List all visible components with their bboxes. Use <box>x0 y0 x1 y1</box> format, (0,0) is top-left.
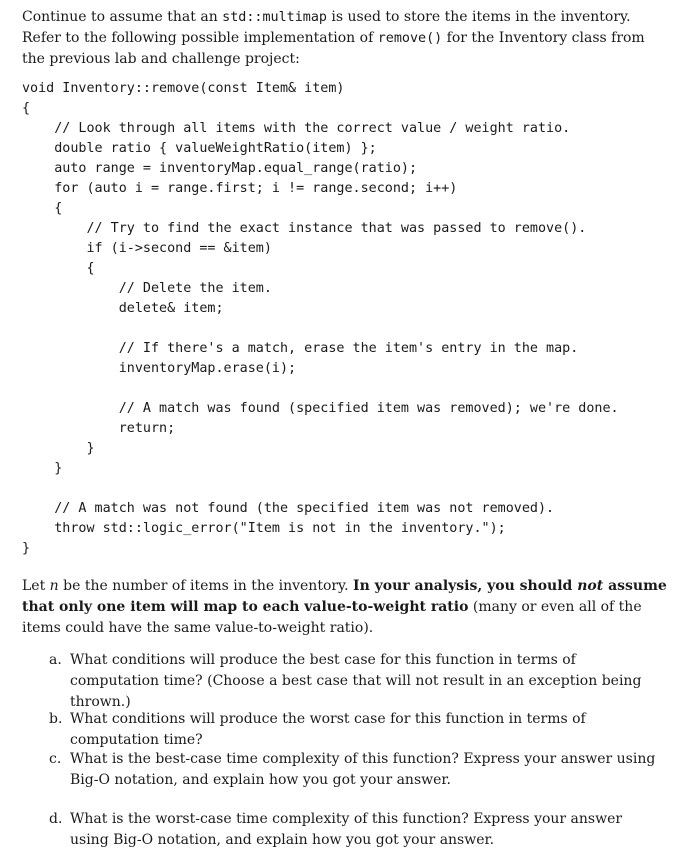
code-line: } <box>22 541 31 556</box>
code-line: // Delete the item. <box>22 281 272 296</box>
question-text: What conditions will produce the best case for this function in terms of computation time? (Choose a best case that will not result in an exception being thrown.) <box>70 652 642 710</box>
code-line <box>22 319 672 339</box>
analysis-bold-not: not <box>577 578 604 594</box>
question-letter: b. <box>49 711 63 727</box>
code-line: inventoryMap.erase(i); <box>22 361 297 376</box>
analysis-n-variable: n <box>49 578 59 594</box>
code-block <box>22 79 672 559</box>
intro-code-multimap: std::multimap <box>222 10 327 25</box>
code-line: // A match was not found (the specified item was not removed). <box>22 501 555 516</box>
code-line: throw std::logic_error("Item is not in the inventory."); <box>22 521 506 536</box>
analysis-text-3: (many or even all of the items could have the same value-to-weight ratio). <box>22 599 642 636</box>
code-line: // If there's a match, erase the item's entry in the map. <box>22 341 579 356</box>
question-letter: d. <box>49 811 63 827</box>
question-letter: c. <box>49 751 62 767</box>
intro-paragraph <box>22 7 667 70</box>
code-line: { <box>22 101 31 116</box>
code-line: return; <box>22 421 176 436</box>
intro-text-2: is used to store the items in the inventory. Refer to the following possible implementation of <box>22 9 631 46</box>
analysis-text-1: Let <box>22 578 50 594</box>
code-line: delete& item; <box>22 301 224 316</box>
code-line: double ratio { valueWeightRatio(item) }; <box>22 141 377 156</box>
intro-text-3: for the Inventory class from the previous lab and challenge project: <box>22 30 645 67</box>
analysis-paragraph <box>22 576 667 639</box>
code-line: { <box>22 201 63 216</box>
code-line: { <box>22 261 95 276</box>
code-line: auto range = inventoryMap.equal_range(ratio); <box>22 161 418 176</box>
analysis-bold-1: In your analysis, you should <box>353 578 578 594</box>
intro-text-1: Continue to assume that an <box>22 9 223 25</box>
question-text: What is the best-case time complexity of this function? Express your answer using Big-O notation, and explain how you got your answer. <box>70 751 656 788</box>
intro-code-remove: remove() <box>377 31 443 46</box>
code-line: void Inventory::remove(const Item& item) <box>22 81 345 96</box>
analysis-text-2: be the number of items in the inventory. <box>58 578 354 594</box>
code-line: // Look through all items with the correct value / weight ratio. <box>22 121 571 136</box>
question-letter: a. <box>49 652 62 668</box>
analysis-bold-2: assume that only one item will map to each value-to-weight ratio <box>22 578 667 615</box>
question-text: What conditions will produce the worst case for this function in terms of computation time? <box>70 711 586 748</box>
code-line <box>22 479 672 499</box>
code-line: // A match was found (specified item was removed); we're done. <box>22 401 619 416</box>
code-line: // Try to find the exact instance that was passed to remove(). <box>22 221 587 236</box>
code-line: if (i->second == &item) <box>22 241 272 256</box>
code-line: } <box>22 441 95 456</box>
code-line: for (auto i = range.first; i != range.second; i++) <box>22 181 458 196</box>
question-text: What is the worst-case time complexity of this function? Express your answer using Big-O notation, and explain how you got your answer. <box>70 811 623 848</box>
code-line: } <box>22 461 63 476</box>
code-line <box>22 379 672 399</box>
